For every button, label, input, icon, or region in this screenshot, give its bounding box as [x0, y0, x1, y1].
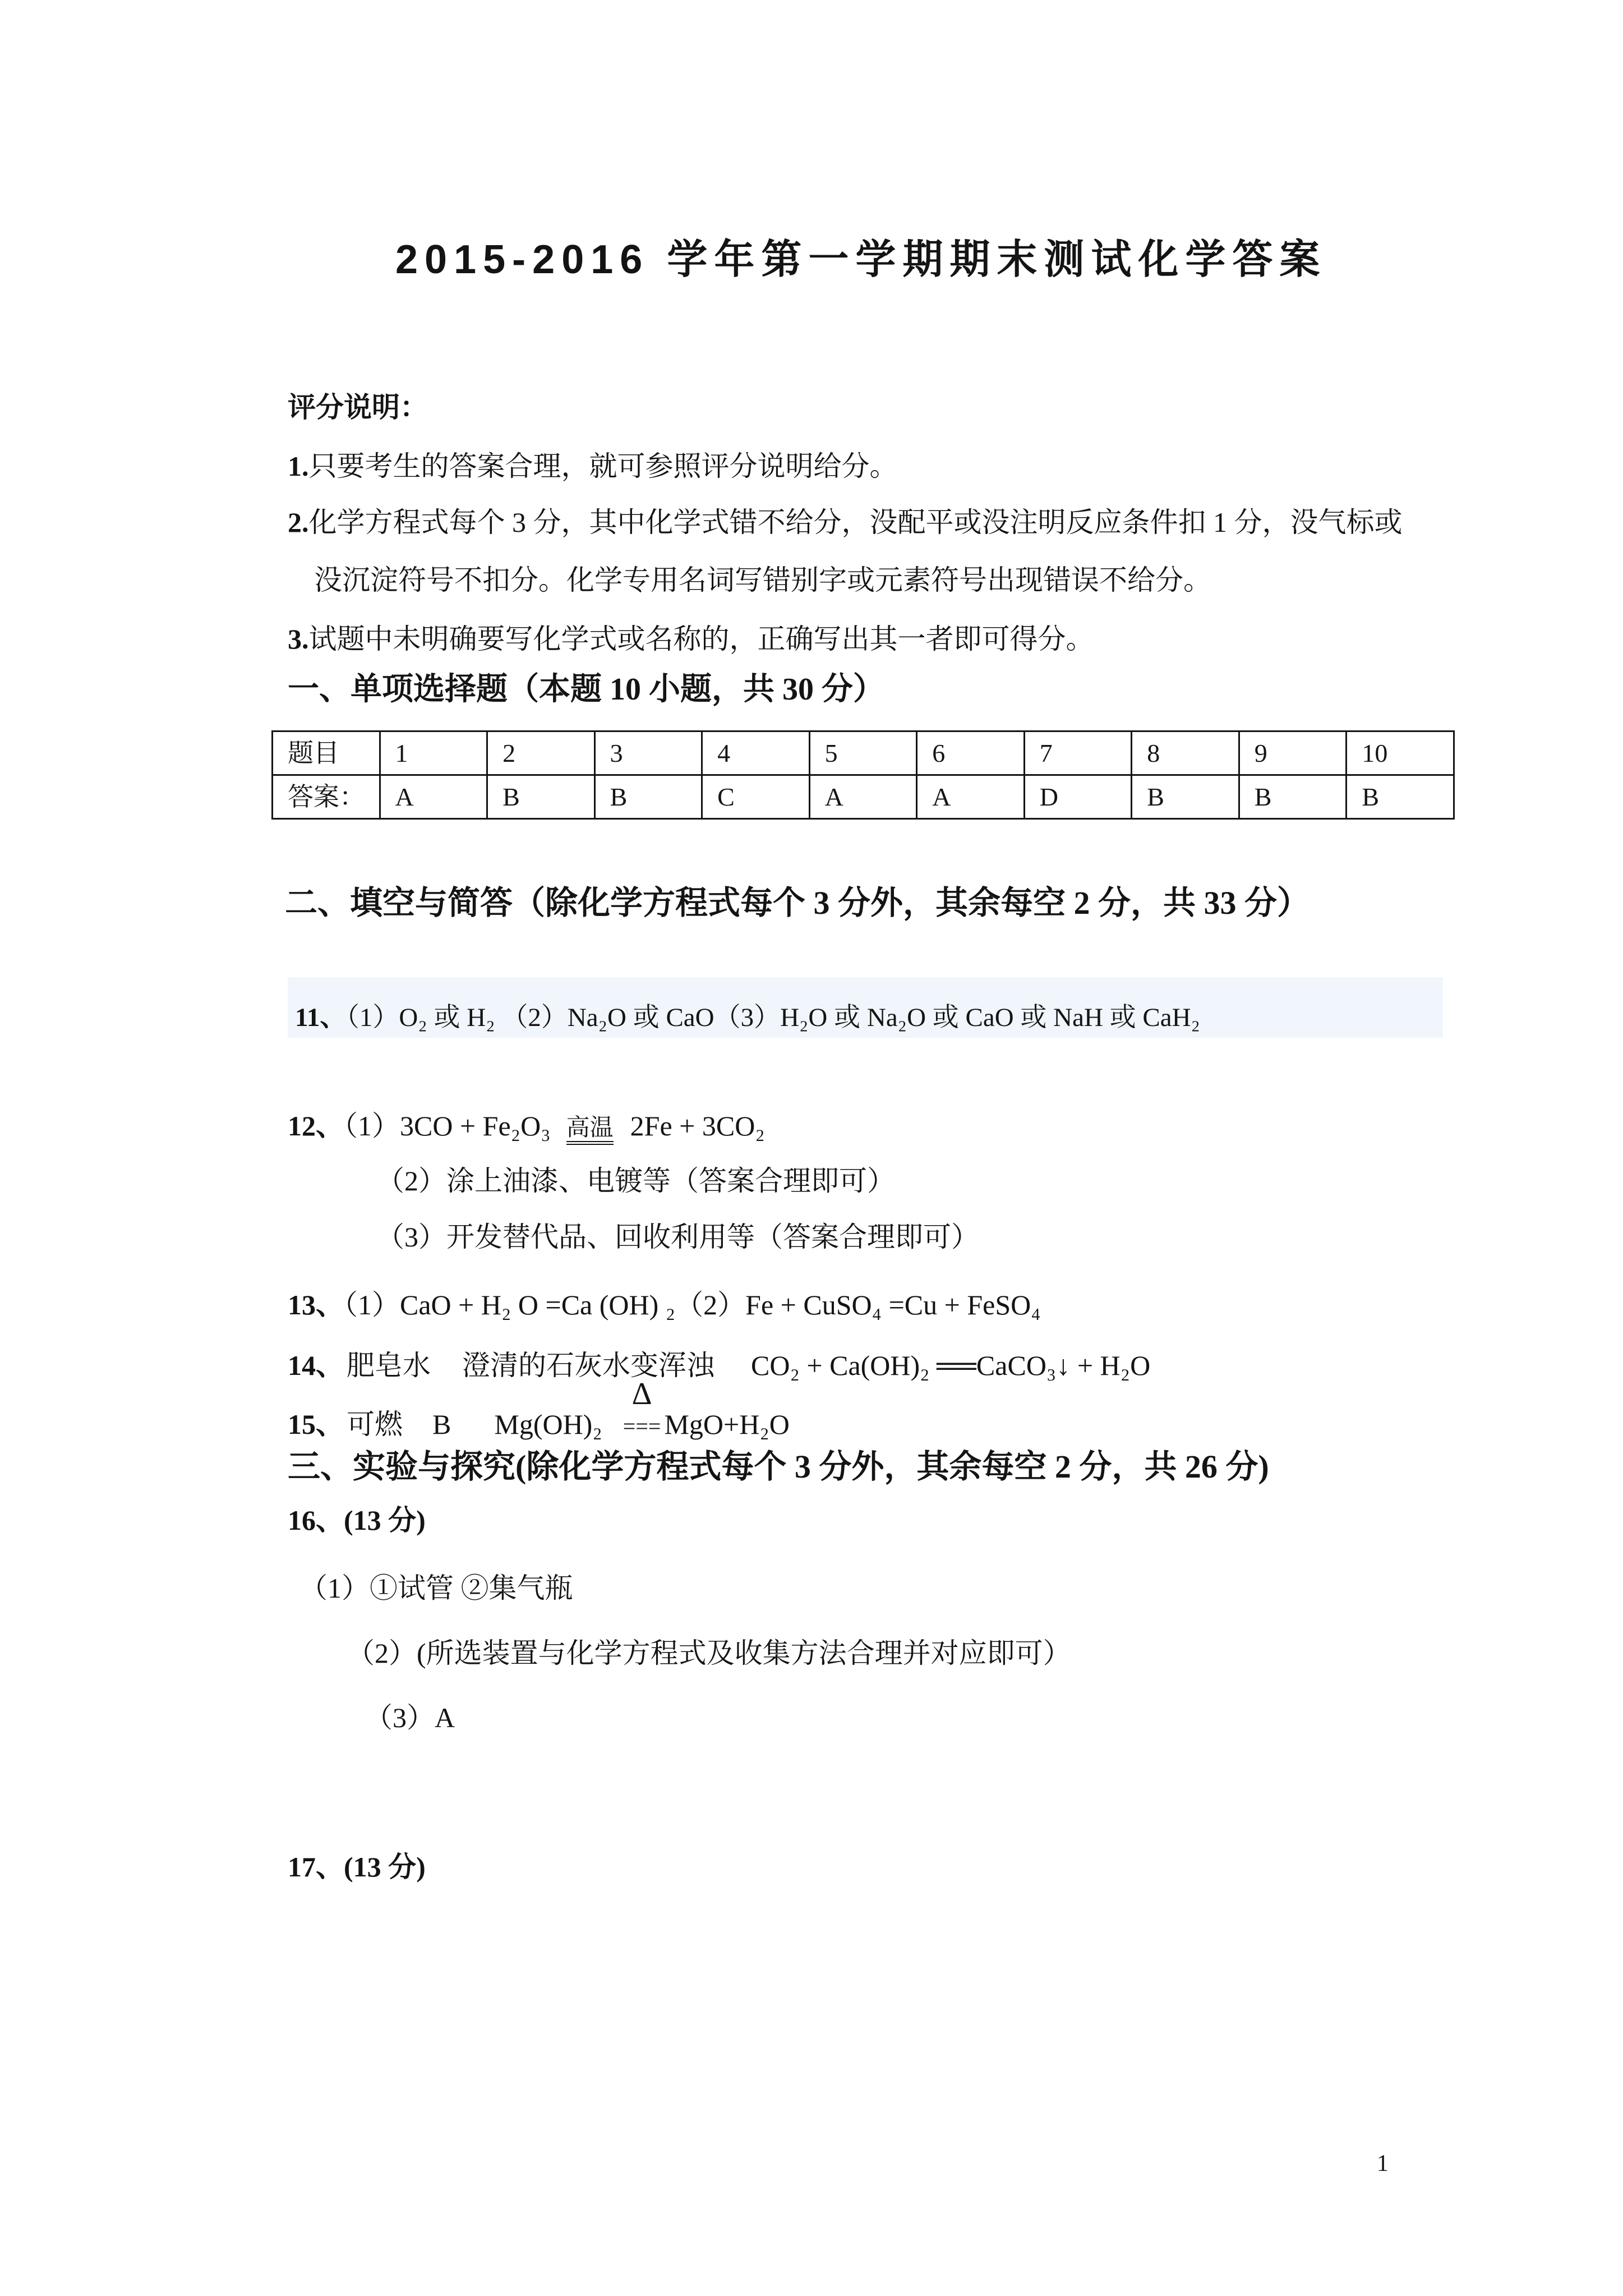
question-number: 6 [917, 731, 1025, 775]
section-2-heading: 二、填空与简答（除化学方程式每个 3 分外，其余每空 2 分，共 33 分） [285, 885, 1310, 921]
equation-products: MgO+H₂O [664, 1409, 790, 1440]
answer-cell: B [1239, 775, 1347, 819]
question-17-label: 17、(13 分) [288, 1851, 426, 1883]
question-number-row [273, 731, 1454, 775]
question-number-label: 12、 [288, 1110, 344, 1142]
reaction-condition: 高温 [566, 1115, 614, 1145]
question-14 [288, 1349, 1150, 1382]
answer-table [271, 730, 1455, 820]
section-1-heading: 一、单项选择题（本题 10 小题，共 30 分） [288, 672, 884, 707]
scoring-notes-heading: 评分说明： [288, 392, 428, 423]
scoring-note-2 [288, 505, 1403, 539]
scoring-note-text: 只要考生的答案合理，就可参照评分说明给分。 [308, 450, 898, 482]
question-number-label: 11、 [295, 1003, 347, 1032]
question-16-part-2: （2）(所选装置与化学方程式及收集方法合理并对应即可） [347, 1637, 1071, 1669]
scoring-note-text: 试题中未明确要写化学式或名称的，正确写出其一者即可得分。 [308, 623, 1094, 655]
scoring-note-number: 3. [288, 623, 309, 655]
heat-condition: Δ [631, 1377, 652, 1411]
question-number: 1 [380, 731, 487, 775]
answer-blank-2: 澄清的石灰水变浑浊 [462, 1350, 714, 1381]
answer-cell: C [702, 775, 810, 819]
answer-row [273, 775, 1454, 819]
question-number: 5 [809, 731, 917, 775]
scoring-note-text: 化学方程式每个 3 分，其中化学式错不给分，没配平或没注明反应条件扣 1 分，没气标或 [308, 507, 1403, 538]
row-label-question: 题目 [273, 731, 380, 775]
question-15 [288, 1377, 790, 1443]
question-number: 7 [1024, 731, 1132, 775]
question-number-label: 14、 [288, 1350, 344, 1381]
answer-cell: A [809, 775, 917, 819]
question-number: 2 [487, 731, 595, 775]
scoring-note-number: 2. [288, 507, 309, 538]
equals-sign: === [623, 1414, 661, 1439]
equation-reactants: （1）3CO + Fe₂O₃ [344, 1110, 551, 1142]
answer-blank-1: 肥皂水 [347, 1350, 431, 1381]
answer-blank-1: 可燃 [347, 1409, 403, 1440]
answer-cell: B [1132, 775, 1239, 819]
scoring-note-1 [288, 449, 898, 483]
page-title: 2015-2016 学年第一学期期末测试化学答案 [395, 237, 1327, 282]
row-label-answer: 答案： [273, 775, 380, 819]
question-number: 9 [1239, 731, 1347, 775]
question-answer: （1）O₂ 或 H₂ （2）Na₂O 或 CaO（3）H₂O 或 Na₂O 或 CaO 或 NaH 或 CaH₂ [346, 1003, 1200, 1032]
section-3-heading: 三、实验与探究(除化学方程式每个 3 分外，其余每空 2 分，共 26 分) [288, 1448, 1269, 1485]
question-13 [288, 1288, 1041, 1322]
equation-products: 2Fe + 3CO₂ [630, 1110, 765, 1142]
question-number: 8 [1132, 731, 1239, 775]
equation-reactant: Mg(OH)₂ [494, 1409, 602, 1440]
answer-cell: A [917, 775, 1025, 819]
equation-sign [623, 1377, 661, 1443]
question-number-label: 13、 [288, 1289, 344, 1320]
question-12-part-2: （2）涂上油漆、电镀等（答案合理即可） [376, 1165, 895, 1197]
question-12-part-3: （3）开发替代品、回收利用等（答案合理即可） [376, 1221, 979, 1253]
question-16-part-3: （3）A [365, 1702, 455, 1733]
answer-cell: A [380, 775, 487, 819]
question-11 [295, 1002, 1200, 1033]
scoring-note-2-continued: 没沉淀符号不扣分。化学专用名词写错别字或元素符号出现错误不给分。 [314, 564, 1211, 596]
page-number: 1 [1377, 2151, 1389, 2177]
scoring-note-3 [288, 622, 1094, 656]
question-number-label: 15、 [288, 1409, 344, 1440]
question-number: 4 [702, 731, 810, 775]
answer-cell: B [487, 775, 595, 819]
answer-cell: D [1024, 775, 1132, 819]
question-16-label: 16、(13 分) [288, 1504, 426, 1536]
question-12-part-1 [288, 1109, 765, 1145]
answer-cell: B [1347, 775, 1454, 819]
question-answer: （1）CaO + H₂ O =Ca (OH) ₂（2）Fe + CuSO₄ =Cu + FeSO₄ [344, 1289, 1041, 1320]
chemical-equation: CO₂ + Ca(OH)₂ ══CaCO₃↓ + H₂O [751, 1350, 1151, 1381]
answer-cell: B [594, 775, 702, 819]
question-16-part-1: （1）①试管 ②集气瓶 [299, 1572, 573, 1604]
scoring-note-number: 1. [288, 450, 309, 482]
question-number: 10 [1347, 731, 1454, 775]
answer-blank-2: B [432, 1409, 451, 1440]
question-number: 3 [594, 731, 702, 775]
